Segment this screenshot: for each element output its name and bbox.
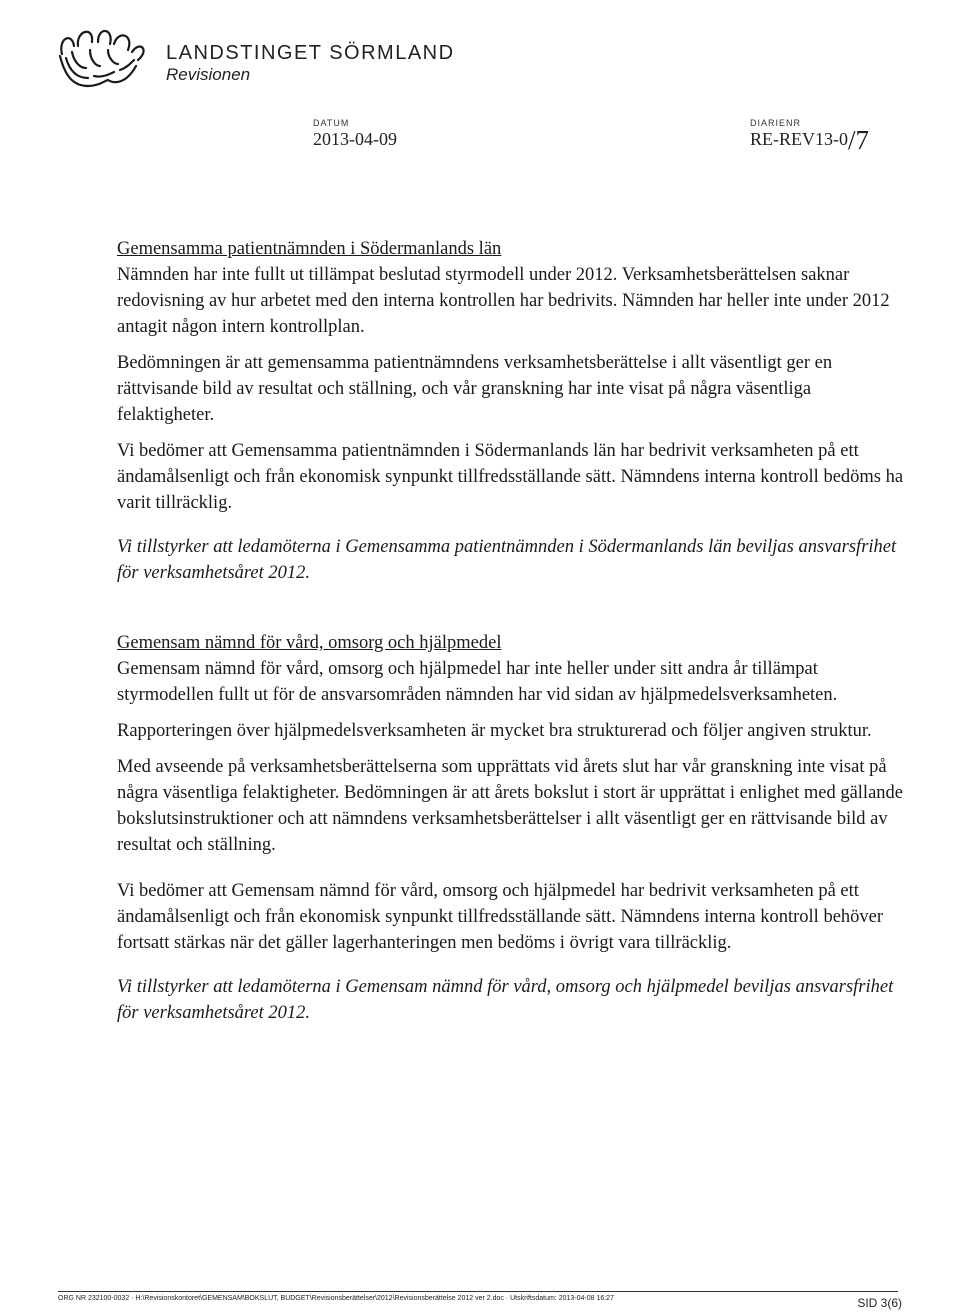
crown-logo-icon (48, 22, 152, 94)
section-heading: Gemensam nämnd för vård, omsorg och hjälpmedel (117, 633, 502, 653)
section-care-board (117, 630, 907, 1026)
paragraph: Rapporteringen över hjälpmedelsverksamheten är mycket bra strukturerad och följer angiven struktur. (117, 721, 872, 741)
verdict-statement: Vi tillstyrker att ledamöterna i Gemensamma patientnämnden i Södermanlands län beviljas ansvarsfrihet för verksamhetsåret 2012. (117, 537, 897, 583)
paragraph: Med avseende på verksamhetsberättelserna som upprättats vid årets slut har vår granskning inte visat på några väsentliga felaktigheter. Bedömningen är att årets bokslut i stort är upprättat i enlighet med gällande bokslutsinstruktioner och att nämndens verksamhetsberättelser i allt väsentligt ger en rättvisande bild av resultat och ställning. (117, 757, 903, 855)
department-name: Revisionen (166, 65, 251, 84)
paragraph: Vi bedömer att Gemensam nämnd för vård, omsorg och hjälpmedel har bedrivit verksamheten på ett ändamålsenligt och från ekonomisk synpunkt tillfredsställande sätt. Nämndens interna kontroll behöver fortsatt stärkas när det gäller lagerhanteringen men bedöms i övrigt vara tillräcklig. (117, 881, 884, 953)
verdict-statement: Vi tillstyrker att ledamöterna i Gemensam nämnd för vård, omsorg och hjälpmedel beviljas ansvarsfrihet för verksamhetsåret 2012. (117, 977, 894, 1023)
diarienr-label: DIARIENR (750, 118, 802, 128)
org-name: LANDSTINGET SÖRMLAND (166, 42, 455, 64)
paragraph: Bedömningen är att gemensamma patientnämndens verksamhetsberättelse i allt väsentligt ger en rättvisande bild av resultat och ställning, och vår granskning har inte visat på några väsentliga felaktigheter. (117, 353, 833, 425)
section-heading: Gemensamma patientnämnden i Södermanlands län (117, 239, 502, 259)
diarienr-value: RE-REV13-0/7 (750, 125, 870, 155)
footer-divider (58, 1291, 898, 1292)
section-patient-board (117, 236, 907, 586)
date-label: DATUM (313, 118, 350, 128)
date-value: 2013-04-09 (313, 129, 397, 149)
paragraph: Vi bedömer att Gemensamma patientnämnden i Södermanlands län har bedrivit verksamheten på ett ändamålsenligt och från ekonomisk synpunkt tillfredsställande sätt. Nämndens interna kontroll bedöms ha varit tillräcklig. (117, 441, 904, 513)
page-number: SID 3(6) (857, 1296, 902, 1310)
paragraph: Gemensam nämnd för vård, omsorg och hjälpmedel har inte heller under sitt andra år tillämpat styrmodellen fullt ut för de ansvarsområden nämnden har vid sidan av hjälpmedelsverksamheten. (117, 659, 838, 705)
handwritten-diarienr-suffix: /7 (848, 125, 870, 155)
footer-reference: ORG NR 232100-0032 · H:\Revisionskontoret\GEMENSAM\BOKSLUT, BUDGET\Revisionsberättelser\2012\Revisionsberättelse 2012 ver 2.doc · Utskriftsdatum: 2013-04-08 16:27 (58, 1295, 614, 1302)
main-content (117, 236, 907, 1036)
paragraph: Nämnden har inte fullt ut tillämpat beslutad styrmodell under 2012. Verksamhetsberättelsen saknar redovisning av hur arbetet med den interna kontrollen har bedrivits. Nämnden har heller inte under 2012 antagit någon intern kontrollplan. (117, 265, 890, 337)
